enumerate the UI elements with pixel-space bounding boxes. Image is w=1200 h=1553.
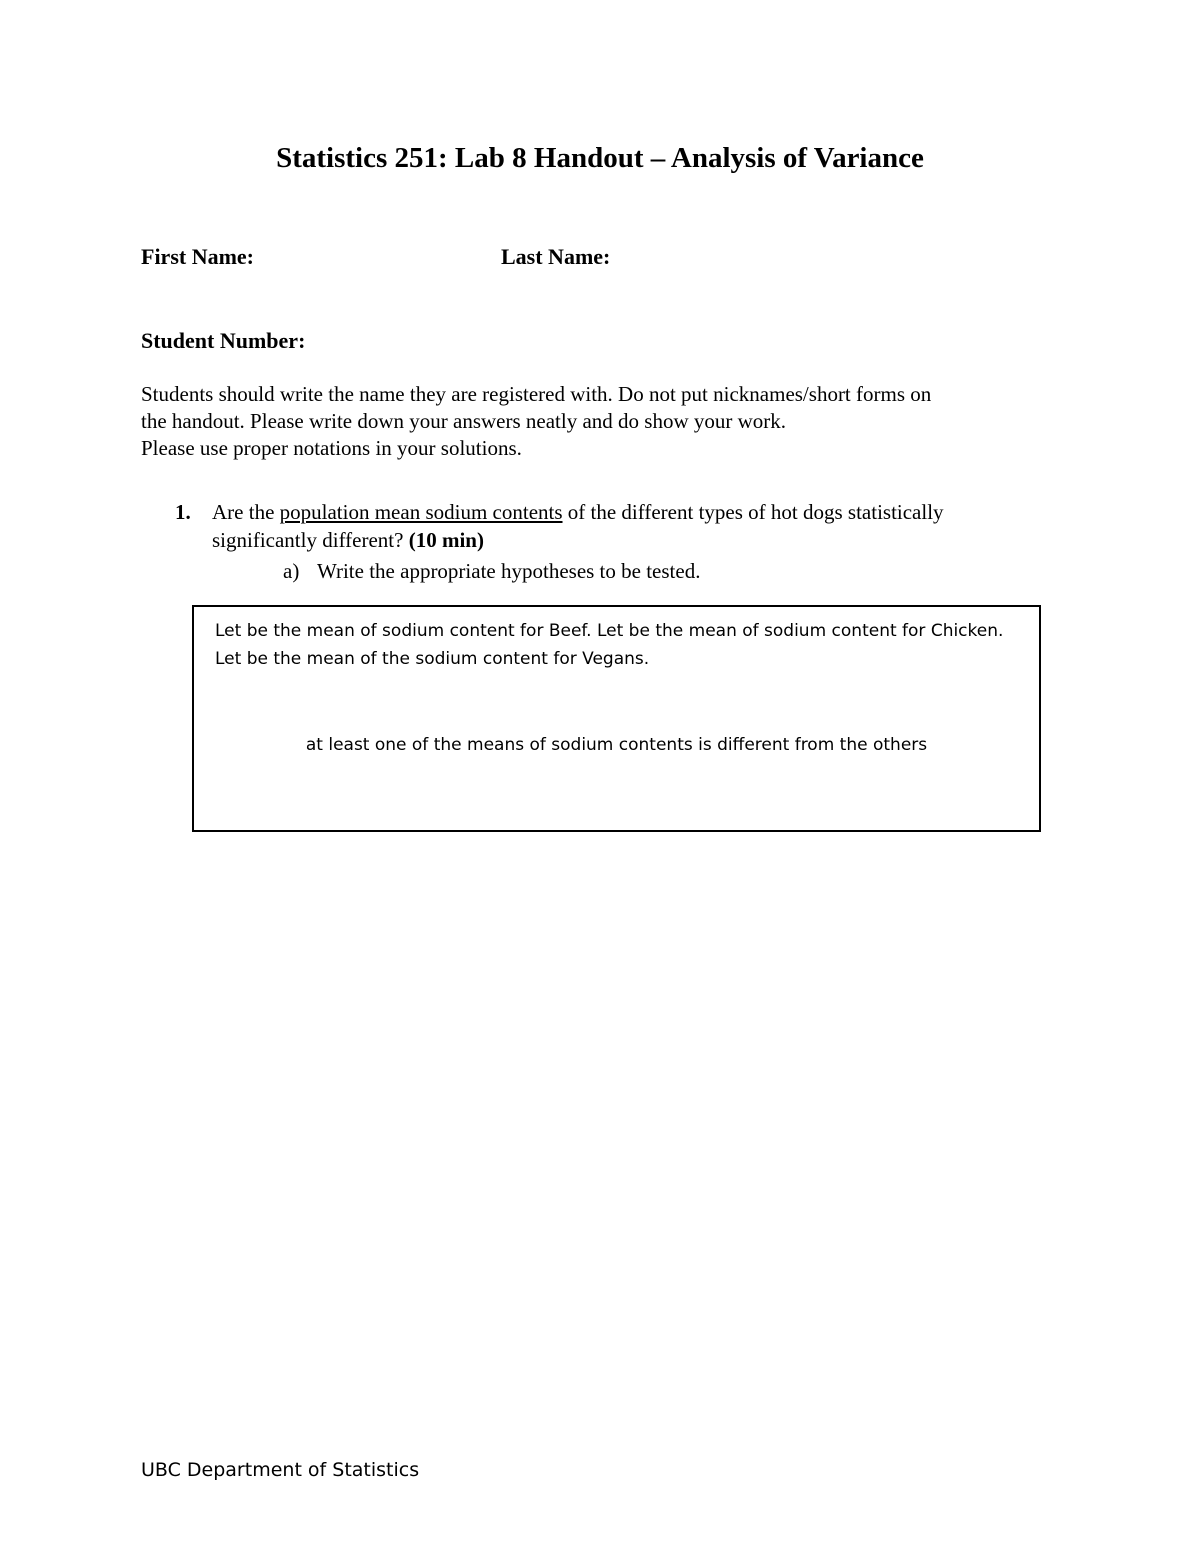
instructions-line-3: Please use proper notations in your solutions. bbox=[141, 436, 522, 460]
question-text bbox=[212, 498, 1052, 554]
answer-line-2: Let be the mean of the sodium content for Vegans. bbox=[215, 649, 650, 669]
first-name-label: First Name: bbox=[141, 244, 255, 269]
question-1a-text: Write the appropriate hypotheses to be tested. bbox=[317, 559, 701, 583]
answer-box bbox=[192, 605, 1041, 832]
question-1a-letter: a) bbox=[283, 559, 300, 583]
question-number: 1. bbox=[175, 500, 191, 524]
question-time: (10 min) bbox=[408, 528, 484, 552]
question-text-underlined: population mean sodium contents bbox=[279, 500, 563, 524]
page-title: Statistics 251: Lab 8 Handout – Analysis of Variance bbox=[276, 142, 924, 174]
instructions-line-2: the handout. Please write down your answers neatly and do show your work. bbox=[141, 409, 787, 433]
alternative-hypothesis: at least one of the means of sodium contents is different from the others bbox=[305, 735, 928, 755]
last-name-label: Last Name: bbox=[501, 244, 611, 269]
question-1a bbox=[283, 557, 700, 585]
instructions-line-1: Students should write the name they are registered with. Do not put nicknames/short forms on bbox=[141, 382, 932, 406]
student-number-label: Student Number: bbox=[141, 328, 306, 353]
answer-line-1: Let be the mean of sodium content for Beef. Let be the mean of sodium content for Chicken. bbox=[215, 621, 1004, 641]
footer: UBC Department of Statistics bbox=[141, 1459, 420, 1481]
question-text-before: Are the bbox=[212, 500, 280, 524]
instructions bbox=[141, 381, 1061, 462]
question-text-after: of the different types of hot dogs statistically significantly different? bbox=[212, 500, 944, 552]
